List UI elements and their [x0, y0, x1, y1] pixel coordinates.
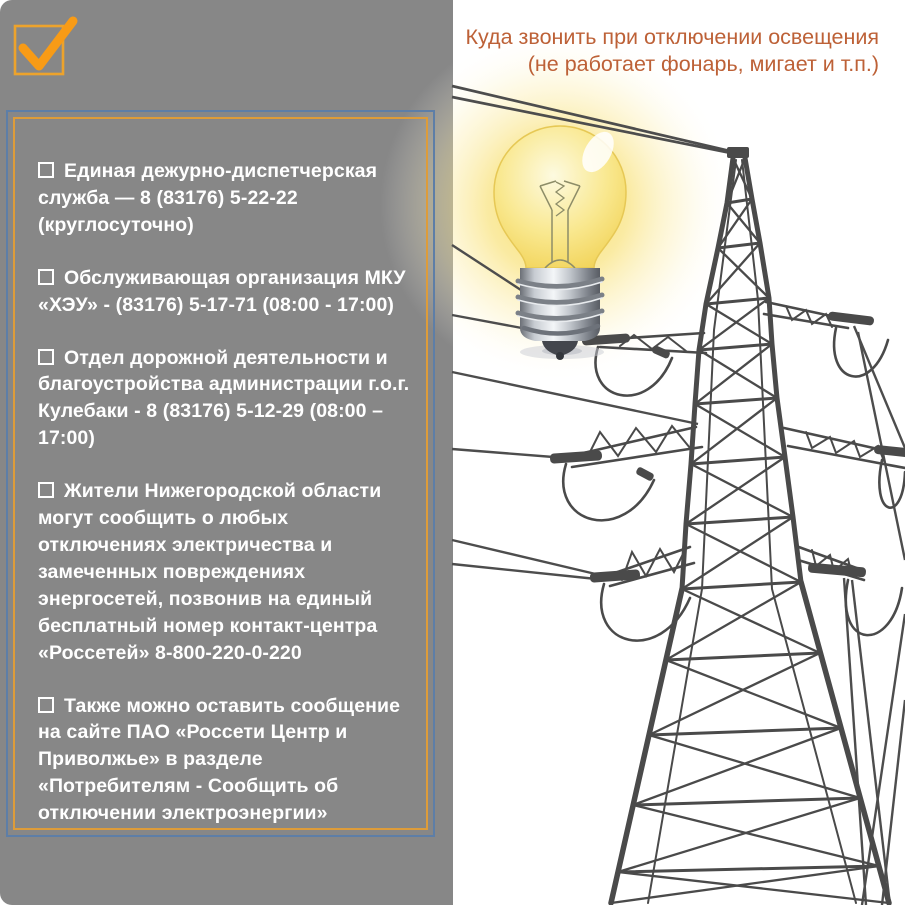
list-item	[38, 693, 413, 828]
bullet-square-icon	[38, 697, 54, 713]
list-item-text: Единая дежурно-диспетчерская служба — 8 (83176) 5-22-22 (круглосуточно)	[38, 160, 378, 236]
bullet-square-icon	[38, 349, 54, 365]
bullet-square-icon	[38, 482, 54, 498]
bullet-square-icon	[38, 162, 54, 178]
list-item-text: Также можно оставить сообщение на сайте ПАО «Россети Центр и Приволжье» в разделе «Потребителям - Сообщить об отключении электроэнергии»	[38, 694, 401, 825]
contact-list	[38, 158, 413, 827]
info-panel	[6, 110, 435, 837]
title-line-2: (не работает фонарь, мигает и т.п.)	[527, 51, 879, 76]
page-title	[359, 24, 879, 78]
list-item	[38, 345, 413, 453]
list-item-text: Обслуживающая организация МКУ «ХЭУ» - (83176) 5-17-71 (08:00 - 17:00)	[38, 266, 406, 316]
list-item	[38, 265, 413, 319]
list-item	[38, 478, 413, 666]
list-item-text: Отдел дорожной деятельности и благоустройства администрации г.о.г. Кулебаки - 8 (83176) 5-12-29 (08:00 – 17:00)	[38, 346, 410, 450]
bullet-square-icon	[38, 269, 54, 285]
list-item	[38, 158, 413, 239]
checkbox-check-icon	[10, 14, 82, 80]
list-item-text: Жители Нижегородской области могут сообщить о любых отключениях электричества и замеченных повреждениях энергосетей, позвонив на единый бесплатный номер контакт-центра «Россетей» 8-800-220-0-220	[38, 480, 382, 664]
title-line-1: Куда звонить при отключении освещения	[465, 25, 879, 49]
